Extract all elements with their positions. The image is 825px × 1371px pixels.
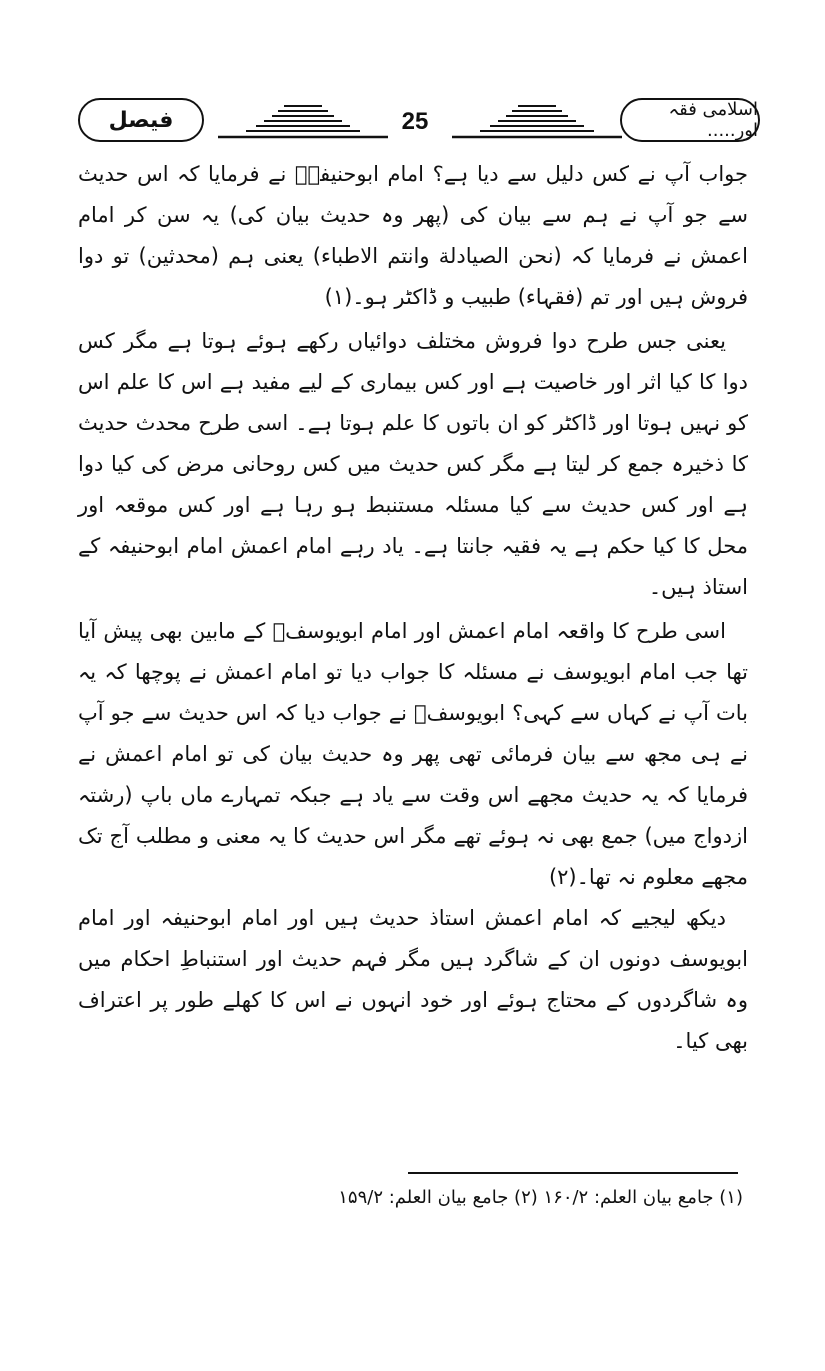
footnote: (۱) جامع بیان العلم: ۱۶۰/۲ (۲) جامع بیان العلم: ۱۵۹/۲ (338, 1187, 743, 1208)
page-number: 25 (401, 108, 429, 135)
footnote-divider (408, 1172, 738, 1174)
page-header (70, 92, 760, 156)
paragraph-4: دیکھ لیجیے کہ امام اعمش استاذ حدیث ہیں اور امام ابوحنیفہ اور امام ابویوسف دونوں ان کے شاگرد ہیں مگر فہم حدیث اور استنباطِ احکام میں وہ شاگردوں کے محتاج ہوئے اور خود انہوں نے اس کا کھلے طور پر اعتراف بھی کیا۔ (78, 906, 748, 1053)
book-title-badge-left: فیصل (78, 98, 204, 142)
paragraph-3: اسی طرح کا واقعہ امام اعمش اور امام ابویوسفؒ کے مابین بھی پیش آیا تھا جب امام ابویوسف نے مسئلہ کا جواب دیا تو امام اعمش نے پوچھا کہ یہ بات آپ نے کہاں سے کہی؟ ابویوسفؒ نے جواب دیا کہ اس حدیث سے جو آپ نے ہی مجھ سے بیان فرمائی تھی پھر وہ حدیث بیان کی تو امام اعمش نے فرمایا کہ یہ حدیث مجھے اس وقت سے یاد ہے جبکہ تمہارے ماں باپ (رشتہ ازدواج میں) جمع بھی نہ ہوئے تھے مگر اس حدیث کا یہ معنی و مطلب آج تک مجھے معلوم نہ تھا۔(۲) (78, 619, 748, 889)
paragraph-1: جواب آپ نے کس دلیل سے دیا ہے؟ امام ابوحنیفہؒ نے فرمایا کہ اس حدیث سے جو آپ نے ہم سے بیان کی (پھر وہ حدیث بیان کی) یہ سن کر امام اعمش نے فرمایا کہ (نحن الصیادلة وانتم الاطباء) یعنی ہم (محدثین) تو دوا فروش ہیں اور تم (فقہاء) طبیب و ڈاکٹر ہو۔(۱) (78, 162, 748, 309)
right-stepped-ornament (452, 92, 622, 152)
left-stepped-ornament (218, 92, 388, 152)
book-title-badge-right: اسلامی فقہ اور..... (620, 98, 760, 142)
paragraph-2: یعنی جس طرح دوا فروش مختلف دوائیاں رکھے ہوئے ہوتا ہے مگر کس دوا کا کیا اثر اور خاصیت ہے اور کس بیماری کے لیے مفید ہے اس کا علم اس کو نہیں ہوتا اور ڈاکٹر کو ان باتوں کا علم ہوتا ہے۔ اسی طرح محدث حدیث کا ذخیرہ جمع کر لیتا ہے مگر کس حدیث میں کس روحانی مرض کی کیا دوا ہے اور کس حدیث سے کیا مسئلہ مستنبط ہو رہا ہے اور کس موقعہ اور محل کا کیا حکم ہے یہ فقیہ جانتا ہے۔ یاد رہے امام اعمش امام ابوحنیفہ کے استاذ ہیں۔ (78, 329, 748, 599)
main-text (78, 154, 748, 1062)
